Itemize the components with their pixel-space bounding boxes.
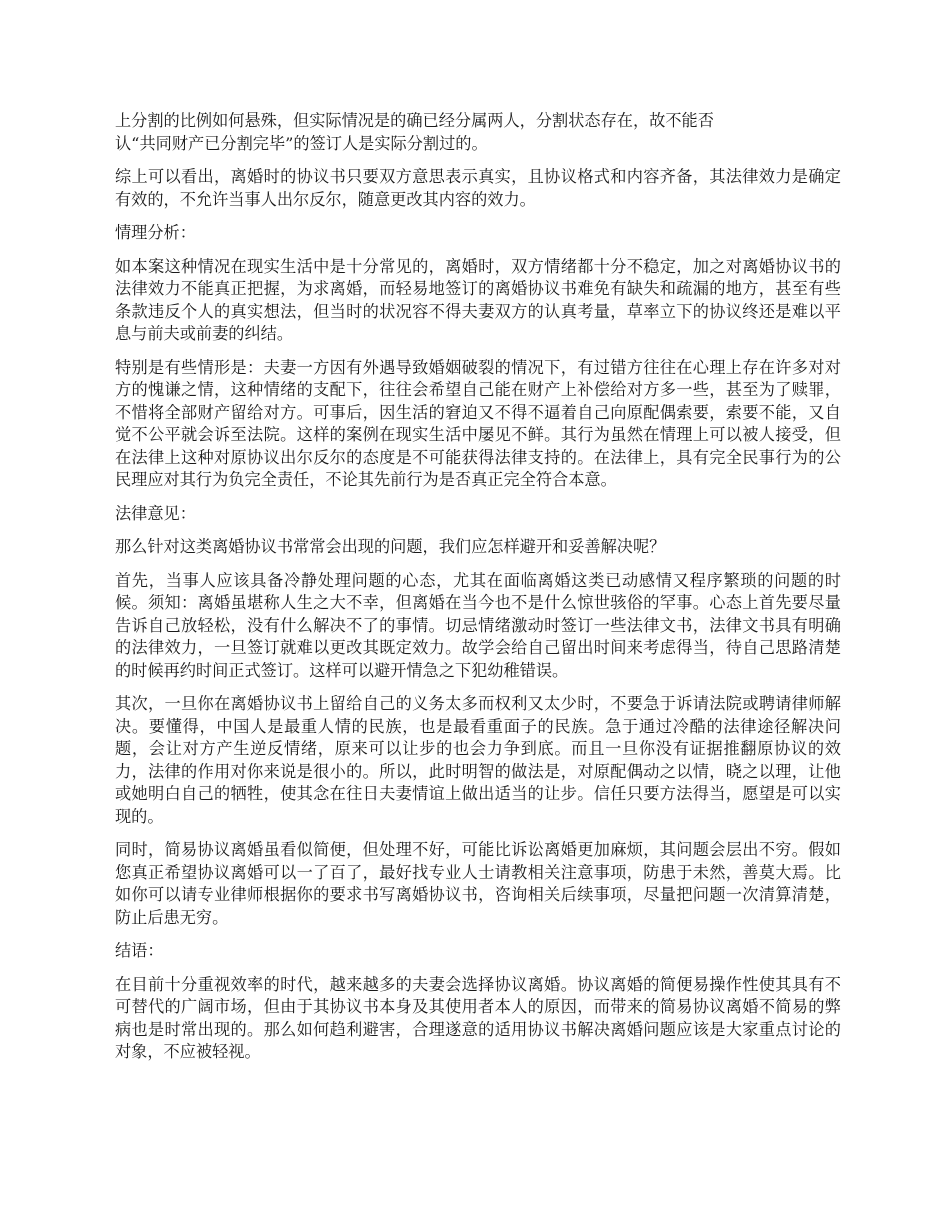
document-body [115, 110, 841, 1075]
paragraph-3: 如本案这种情况在现实生活中是十分常见的，离婚时，双方情绪都十分不稳定，加之对离婚协议书的法律效力不能真正把握，为求离婚，而轻易地签订的离婚协议书难免有缺失和疏漏的地方，甚至有些条款违反个人的真实想法，但当时的状况容不得夫妻双方的认真考量，草率立下的协议终还是难以平息与前夫或前妻的纠结。 [115, 256, 841, 343]
paragraph-6: 首先，当事人应该具备冷静处理问题的心态，尤其在面临离婚这类已动感情又程序繁琐的问题的时候。须知：离婚虽堪称人生之大不幸，但离婚在当今也不是什么惊世骇俗的罕事。心态上首先要尽量告诉自己放轻松，没有什么解决不了的事情。切忌情绪激动时签订一些法律文书，法律文书具有明确的法律效力，一旦签订就难以更改其既定效力。故学会给自己留出时间来考虑得当，待自己思路清楚的时候再约时间正式签订。这样可以避开情急之下犯幼稚错误。 [115, 570, 841, 680]
heading-legal-opinion: 法律意见： [115, 503, 196, 523]
paragraph-2: 综上可以看出，离婚时的协议书只要双方意思表示真实，且协议格式和内容齐备，其法律效力是确定有效的，不允许当事人出尔反尔，随意更改其内容的效力。 [115, 167, 841, 209]
heading-sentiment-analysis: 情理分析： [115, 223, 196, 242]
paragraph-1: 上分割的比例如何悬殊，但实际情况是的确已经分属两人，分割状态存在，故不能否 认“共同财产已分割完毕”的签订人是实际分割过的。 [115, 111, 714, 153]
paragraph-8: 同时，简易协议离婚虽看似简便，但处理不好，可能比诉讼离婚更加麻烦，其问题会层出不穷。假如您真正希望协议离婚可以一了百了，最好找专业人士请教相关注意事项，防患于未然，善莫大焉。比如你可以请专业律师根据你的要求书写离婚协议书，咨询相关后续事项，尽量把问题一次清算清楚，防止后患无穷。 [115, 840, 841, 927]
paragraph-9: 在目前十分重视效率的时代，越来越多的夫妻会选择协议离婚。协议离婚的简便易操作性使其具有不可替代的广阔市场，但由于其协议书本身及其使用者本人的原因，而带来的简易协议离婚不简易的弊病也是时常出现的。那么如何趋利避害，合理遂意的适用协议书解决离婚问题应该是大家重点讨论的对象，不应被轻视。 [115, 974, 841, 1061]
heading-conclusion: 结语： [115, 941, 164, 960]
paragraph-5: 那么针对这类离婚协议书常常会出现的问题，我们应怎样避开和妥善解决呢？ [115, 537, 666, 556]
paragraph-4: 特别是有些情形是：夫妻一方因有外遇导致婚姻破裂的情况下，有过错方往往在心理上存在许多对对方的愧谦之情，这种情绪的支配下，往往会希望自己能在财产上补偿给对方多一些，甚至为了赎罪，不惜将全部财产留给对方。可事后，因生活的窘迫又不得不逼着自己向原配偶索要，索要不能，又自觉不公平就会诉至法院。这样的案例在现实生活中屡见不鲜。其行为虽然在情理上可以被人接受，但在法律上这种对原协议出尔反尔的态度是不可能获得法律支持的。在法律上，具有完全民事行为的公民理应对其行为负完全责任，不论其先前行为是否真正完全符合本意。 [115, 357, 841, 489]
paragraph-7: 其次，一旦你在离婚协议书上留给自己的义务太多而权利又太少时，不要急于诉请法院或聘请律师解决。要懂得，中国人是最重人情的民族，也是最看重面子的民族。急于通过冷酷的法律途径解决问题，会让对方产生逆反情绪，原来可以让步的也会力争到底。而且一旦你没有证据推翻原协议的效力，法律的作用对你来说是很小的。所以，此时明智的做法是，对原配偶动之以情，晓之以理，让他或她明白自己的牺牲，使其念在往日夫妻情谊上做出适当的让步。信任只要方法得当，愿望是可以实现的。 [115, 694, 841, 826]
